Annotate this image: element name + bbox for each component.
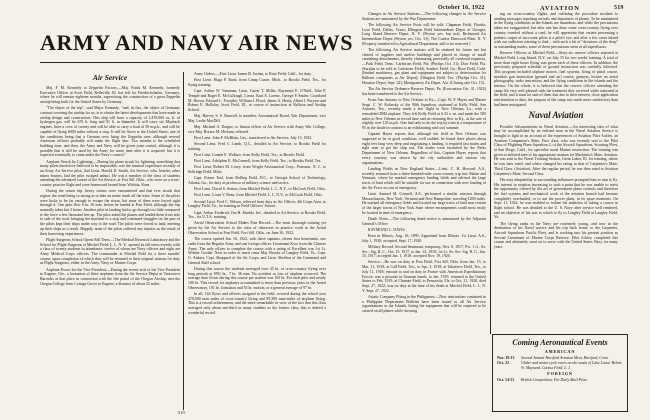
article-paragraph: Military Record: Second lieutenant, temporary, Nov. 8, 1917; Pvt. 1 cl., Av. Sec., Sig. R. C., Oct. 15, 1917, to Jan. 14, 1918; 1st Lt. Av. Sec. Sig. R. C., Jan. 15, 1917; accepted Jan. 1, 1918; accepted Nov. 19, 1920. bbox=[362, 244, 486, 259]
event-date: Oct. 22 bbox=[497, 361, 509, 366]
event-description: Glider and motor cycle races on the sands of Lake Lanai. Belvia W. Maynard, Curtiss Field, L. I. bbox=[521, 361, 622, 370]
article-paragraph: Reserve Officers at Mitchel Field.—Sixty-six reserve officers reported at Mitchel Field, Long Island, N.Y., on July 15 for two weeks' training. A total of more than eight hours flying was given each of these officers. In addition, the previously prepared schedule of ground instruction was carefully followed. This program included airplane motors, fuel systems, firing of pistol course, machine gun instruction (ground and air) course, gunnery, lecture on aerial photography, radio instruction, and the flying conditions in the islands and the interior. On the whole, it is believed that the reserve officers attending the camp felt very well pleased with the treatment they received while stationed at the field, and it must be said of them that due to their interest, close application and attention to duty, the purpose of the camp was much more satisfactory than had been anticipated. bbox=[494, 51, 618, 107]
article-paragraph: Possible Advancements in Naval Aviation.—An interesting idea of what may be accomplished by an enlisted man in the Naval Aviation Service is brought to light in an account of the experiences of Aviation Pilot Ackley, an Aviation Companion's Mate, First class, who was recently sent to the Pilot Class of Flighting Plane Squadron 2, of the Aircraft Squadrons, Scouting Fleet, at San Diego, Calif., for specialist naval Marine instruction. The training was given to enlisted men of his appropriate seamen for Machinist's Mate, Aviation. He was sent to the Naval Training Station, Great Lakes, Ill. for training, where he was later rated, and where changed his rating to that of Carpenter's Mate, Third Class. (Aviation). After the regular period, he was then rated to Aviation Carpenter's Mate, Second Class. bbox=[494, 124, 618, 176]
article-paragraph: The following Air Service Posts will be sold: Chapman Field, Florida; Love Field, Dallas, Texas; Ellington Field Intermediate Depot of Georgia; Long Island Reserve Depot, N. Y. (Peyton yes, but not); Richmond Air Intermediate Depot (Peyton yes, Oct. 31); The Curtiss Elmwood Plant, N. Y. (Property transferred to Agricultural Department, still to be reserved.) bbox=[362, 22, 486, 46]
article-paragraph: The following Air Service stations will be retained for future use but cleared of supplies and useless buildings and placed in charge of small caretaking detachments, thereby eliminating practically all overhead expenses.—Park Field, Tenn.; Carlstrom Field, Fla. (Phylips Oct. 31); Dorr Field, Fla. (Surplus to be sold at Carlstrom Field); Souther Field, Ga.; Rose Field, Calif. (limited machinery, gas plant and equipment not subject to deterioration for Balloon companies at Air Depot); Ellington Field, Tex. (Phylips Oct. 31); Houston Depot, Sept. 22); Montgomery Air Depot, Ala. (Closing sale Oct. 15). bbox=[362, 47, 486, 85]
article-paragraph: Airplane Escort for the Vice President.—During the recent visit of the Vice President to Eugene, Ore., a formation of three airplanes from the Air Service Depot at Vancouver Barracks at that place in connection with the fire patrol of the Oregon Airship, met the Oregon College from Cottage Grove to Eugene, a distance of about 25 miles. bbox=[40, 267, 180, 286]
section-heading-naval-aviation: Naval Aviation bbox=[528, 109, 584, 120]
events-foreign-list bbox=[493, 378, 627, 383]
events-foreign-label: FOREIGN bbox=[547, 371, 573, 377]
article-paragraph: Maj. Michael A. Dargue, to liaison officer of Air Service with Army War College, vice Maj. Horace M. Hickam, relieved. bbox=[188, 125, 326, 134]
article-paragraph: Service.—He was on duty at Post Field, Fort Sill, Okla. from Jan. 15, to Mar. 11, 1918; at Call Field, Tex., to Apr. 3, 1918; at Taliaferro Field, Tex., to July 11, 1918; enroute to and on duty in France with American Expeditionary Forces; was a prisoner in German hands, to Jan. 1919, returned to the United States to Feb. 1919, at Chanute Field, to Pensacola, Fla. to Oct. 21, 1920, died Sept. 27, 1922; was on duty at the time of his death at Mitchel Field, L. I., N. Y. Sept. 27, 1922. bbox=[362, 260, 486, 293]
article-paragraph: Captain Hayes reports that, although the field at New Orleans was supposed to be in good condition, well sodded, he found three places about eight feet long very deep and negotiating a landing, it required fast mates and right men to get the ship out. The mules were furnished by the Parks Department of New Orleans. Regardless of this, Captain Hayes reports that every courtesy was shown by the city authorities and various city organizations. bbox=[362, 132, 486, 165]
article-paragraph: Airplane Struck by Lightning.—During his plane struck by lightning, something that many pilots heretofore believed to be impossible, was the unusual experience recently of an Army Air Service pilot, 2nd Lieut. Harold D. Smith, Air Service, who, besides other minor bruises, had the pilot escaped unhurt. He was a member of the class of students attending the advanced course of the Air Service, at Fort Sill, Okla., who were on a cross-country practice flight and were homeward bound from Wichita, Kans. bbox=[40, 159, 180, 188]
column-paragraphs bbox=[362, 12, 486, 314]
column-paragraphs bbox=[494, 12, 618, 108]
article-paragraph: First Lieut. David S. Seaton, from Mitchel Field, L. I., N.Y., to McCook Field, Ohio. bbox=[194, 187, 326, 192]
event-description: British Competition. For Daily Mail Prize. bbox=[521, 377, 588, 382]
article-paragraph: From San Antonio to New Orleans to Ky.—Capt. W. F. Hayes and Master Sergt. C. W. Kolinsky of the 90th Squadron, stationed at Kelly Field, San Antonio, Tex., recently made a test flight to New Orleans, La., with a remodeled DH4 airplane. They left Kelly Field at 6.33 a. m. and made the 500 miles to New Orleans in record time and on returning flew to Ky., at the rate of slightly over 125 m.p.h. One had only to do the trip by train at a temperature of 95 in the shade in contrast to an exhilarating and cool summer. bbox=[362, 97, 486, 131]
article-paragraph: First Lieut. Lonnie E. Wallace, from Kelly Field, Tex., to Brooks Field. bbox=[194, 153, 305, 158]
event-item bbox=[493, 356, 627, 361]
article-paragraph: ing on cross-country flights, and outlining the procedure incident to sending messages reporting arrivals and departures of planes. To be maintained in the flying conditions in the Islands are hazardous, and while the precautions taken are exaggerated, but after one has done some cross-country flying over country traveled without a road, he will appreciate that certain preventing a pathetic carpet of succorant pilots is a pilot's eye, and after a few cases inland with out sufficient warning to find – with such a bit of "decisions of the deep" as outstanding marks, some of these precautions seem at all superfluous. bbox=[494, 12, 618, 49]
header-page-number: 519 bbox=[614, 5, 624, 11]
title-rule bbox=[40, 62, 326, 63]
column-paragraphs bbox=[188, 72, 326, 315]
article-paragraph: Lieut. Samuel M. Connell, A.S., performed a similar mission through Massachusetts, New York, Vermont and New Hampshire, traveling 1200 miles. He marked all emergency fields and located my large tracts of land near certain of the larger towns of New York State where encampments could most easily be located in time of emergency. bbox=[362, 191, 486, 215]
article-paragraph: Born in Illinois, Aug. 16, 1899. Appointed from Illinois. 1st Lieut. A.S., July 1, 1920; accepted, Sept. 17, 1920. bbox=[362, 233, 486, 243]
column-air-service bbox=[40, 72, 180, 412]
article-paragraph: Maj. Harvey S. S. Burwell, to member, Aeronautical Board, War Department, vice Maj. Leslie MacDill. bbox=[188, 114, 326, 123]
event-date: Nov. 10-13 bbox=[497, 355, 515, 360]
article-paragraph: Changes in Air Service Stations.—The following changes in Air Service Stations are announced by the War Department: bbox=[362, 12, 486, 21]
column-paragraphs bbox=[494, 125, 618, 250]
article-paragraph: Maj. F. M. Kennedy to Zeppelin Factory.—Maj. Frank M. Kennedy, formerly Executive Officer at Scott Field, Belleville, Ill. has left for Friedrichshafen, Germany, where he will remain eighteen months, supervising the construction of a great Zeppelin airship being built for the United States by Germany. bbox=[40, 86, 180, 105]
article-paragraph: First Lieut. Hugo P. Rush, from Camp Custer, Mich., to Brooks Field, Tex., for flying training. bbox=[188, 78, 326, 87]
header-date: October 16, 1922 bbox=[438, 5, 485, 11]
event-description: Second Annual Hartford Aviation Meet, Hartford, Conn. bbox=[521, 355, 609, 360]
event-item bbox=[493, 378, 627, 383]
column-divider bbox=[183, 72, 184, 410]
article-paragraph: Aerial Observation School Makes Fine Record.—The most thorough training yet given by the Air Service to the class of observers in practice work at the Aerial Observation School at Post Field, Fort Sill, Okla., on June 30, 1922. bbox=[188, 221, 326, 235]
article-paragraph: Capt. Arthur W. Vanaman, Lieut. Carter T. Miller, Raymond E. O'Neill, John P. Temple and Roger E. McCullough, Lieuts. Kurt S. Lorenz, George P. Snider, Courtland M. Brown, Edward L. Forsythe, William J. Flood, James A. Healy, Albert I. Puryear and Robert E. Holliday, Scott Field, Ill., to course of instruction at Balloon and Airship School. bbox=[188, 89, 326, 112]
column-army-orders bbox=[188, 72, 326, 412]
article-paragraph: Second Lieut. Fred C. Lamb, Q.C., detailed to Air Service, to Brooks Field for training. bbox=[188, 142, 326, 151]
article-paragraph: RAYMOND C. DAVIS bbox=[368, 227, 405, 232]
article-paragraph: Asiatic Company Flying in the Philippines.—New instructions contained in a Philippine Department Bulletin have been issued to all Air Service organizations in the Islands, listing the equipment that will be required to be carried on all planes while showing bbox=[362, 294, 486, 313]
article-paragraph: "The object of the trip", said Major Kennedy, "and, in fact, the object of Germany contract covering the airship for us, is to obtain the latest developments that have made in airship design and construction. This ship will have a capacity of 2,470,000 cu. ft. of hydrogen gas, will be 676 ft. long and 91 ft. in diameter. It will carry six Maybach engines, have a crew of twenty and will be able to carry a load of 50 m.p.h., and will be capable of flying 6000 miles without a stop. It will be flown to the United States, one of the conditions being that a German crew bring the Zeppelin over, although several American officers probably will make the flight also. Two months is the scheduled building time, and then, the Army and Navy will be given joint control, although it is possible that it will be used by the Army for some time after it is acquired, but it is expected eventually to come under the Navy's control." bbox=[40, 106, 180, 158]
article-paragraph: During this course the students averaged over 45 hr. of cross-country flying over long periods at 85% hr., 7 hr. 36 min. No accident or loss of airplane occurred. The average time flown during this course per student was 165 hr. For each pilot and nearly 100 hr. This record for airplanes accumulated is more than previous years in the Aerial Observatory, 101 hr. formation and 53 hr. motion, or a general average of 97 hr. bbox=[188, 266, 326, 290]
article-paragraph: In all, 144 flyers and officers assigned to the field, covered during the school year 470,000 man miles of cross-country flying and 89,200 man-miles of airplane flying. This is a record achievement, and the more remarkable in view of the fact that this class averaged only about one-third as many students as the former class, this is indeed a wonderful record. bbox=[188, 291, 326, 315]
column-reserve-naval bbox=[494, 12, 618, 250]
footer-page-number: 519 bbox=[178, 410, 185, 415]
article-paragraph: First Lieut. John F. McBlain, Cav., transferred to Air Service, July 15, 1922. bbox=[194, 135, 313, 140]
coming-events-box bbox=[492, 334, 628, 412]
article-paragraph: Death Notes.—The following death notice is announced by the Adjutant General's Office: bbox=[362, 216, 486, 226]
article-paragraph: Landing Fields in New England States.—Lieut. C. H. Howard, A.S., recently returned from a three-hundred-mile cross-country trip into Maine and Vermont, where he marked emergency landing fields and advised the large tracts of land which will be suitable for use in connection with new landing of the Air Force in case of emergency. bbox=[362, 166, 486, 190]
column-divider bbox=[490, 14, 491, 334]
event-date: Oct. 14-31 bbox=[497, 377, 515, 382]
article-paragraph: Second Lieut. Fred C. Nelson, relieved from duty as Air Officer, 4th Corps Area, to Langley Field, Va., for training in Field Officers' School. bbox=[188, 199, 326, 209]
events-american-label: AMERICAN bbox=[544, 349, 576, 354]
column-stations bbox=[362, 12, 486, 412]
header-magazine: AVIATION bbox=[540, 5, 580, 12]
article-paragraph: The course opened Jan. 16, 1922, with these captains, eleven first lieutenants, one cadet from the Regular Army and one foreign officer, Lieutenant Kwo from the Chinese Army. The only officer to complete the course with a rating of Excellent was 1st Lt. Wilmer Gooder. Next in order of merit came Maj. Brooks of Langley Field, Va., Capt. G. Ankers, Capt. Sheppard of the Air Corps, and Lieut. Sheldon of the Command and General Staff school. bbox=[188, 237, 326, 265]
article-paragraph: His easy adaptability to surrounding influences prompted him to turn to fly. His interest in aviation increasing to such a point that he was unable to resist the opportunity offered by the act of government plane controls and therefore the fuel systems and mechanical work of the aviation branch had become completely overhauled, or to use the power plant, in its spare moments. On Sept. 11, 1922, he was enabled to realize his ambition of taking a course in flight school. He was detailed to the U. S. Navy after service well rendered, and an objective of his was to which to fly to Langley Field at Langley Field, Va. bbox=[494, 177, 618, 220]
article-paragraph: The flying ranks in the Navy are extremely young, and now in the destination of his Naval service and his trip back home, to the Carpenter, Aircraft Squadrons Pacific Fleet, and is working into his present position as Second Lieutenant of Marine Corps Reserve. Pilot Ackley completed this course and ultimately went on to serve with the United States Navy for many years. bbox=[494, 221, 618, 250]
event-item bbox=[493, 361, 627, 370]
article-paragraph: During the return trip, heavy storms were encountered and that ever struck that region, the wind being so strong as to take an entire trunk off the train. Some of the pilots were lucky to be far enough to escape the storm, but none of them were forced right through it. One pilot flew 6 hr. 30 min. before he landed at Post Field, although the trip normally takes but 3 hours. Another pilot in landing had to go through too little compared to the force a few thousand feet up. The pilot asked the planes and landed them from side to side of the road, bringing the machine to a stop and continued struggles on the part of the pilots kept their ships under way to the road. The pilots were forced to land, meeting up their ships as a result. Happily, none of the pilots suffered any injuries as the result of their harrowing experiences. bbox=[40, 189, 180, 236]
column-paragraphs bbox=[40, 86, 180, 286]
article-paragraph: First Lieut. Robert M. Losey, from Wright Aeronautical Corp., Paterson, N. J., to Selfridge Field, Mich. bbox=[188, 165, 326, 175]
article-paragraph: First Lieut. Louis V. Beau, from Mitchel Field, L. I., N.Y., to McCook Field, Ohio. bbox=[194, 193, 323, 198]
article-paragraph: Capt. Ernest Tool, from Bolling Field, D.C., to Georgia School of Technology, Atlanta, Ga., for duty as professor of military science and tactics. bbox=[188, 176, 326, 186]
article-paragraph: First Lieut. Adolphus E. McConnell, from Kelly Field, Tex., to Brooks Field, Tex. bbox=[194, 159, 322, 164]
article-paragraph: Army Orders.—First Lieut. James B. Jordan, to Rose Field, Calif., for duty. bbox=[194, 72, 312, 76]
article-paragraph: The Air Service Ordnance Reserve Depot, Pa. (Evacuation Oct. 31, 1922) has been transferred to the Air Service. bbox=[362, 87, 486, 96]
page-title: ARMY AND NAVY AIR NEWS bbox=[40, 30, 354, 55]
events-title: Coming Aeronautical Events bbox=[512, 338, 608, 347]
events-american-list bbox=[493, 356, 627, 371]
article-paragraph: Capt. Arthur Frederick Von H. Kimble, Inf., detailed to Air Service, to Brooks Field, Tex., for U.T.A. training. bbox=[188, 210, 326, 220]
section-heading-air-service: Air Service bbox=[92, 73, 128, 82]
article-paragraph: Flight Surgeons School Opens Fall Term.—The Medical Research Laboratory and the School for Flight Surgeons at Mitchel Field, L. I., N. Y., opened its fall term recently with a class of twenty students in attendance, twelve of whom are Navy officers and eight are Army Medical Corps officers. The commander at Mitchel Field for a three months' course, upon completion of which they will be returned to their original stations for duty as Flight Surgeons, either in the Army, Navy or Marine Corps. bbox=[40, 237, 180, 266]
